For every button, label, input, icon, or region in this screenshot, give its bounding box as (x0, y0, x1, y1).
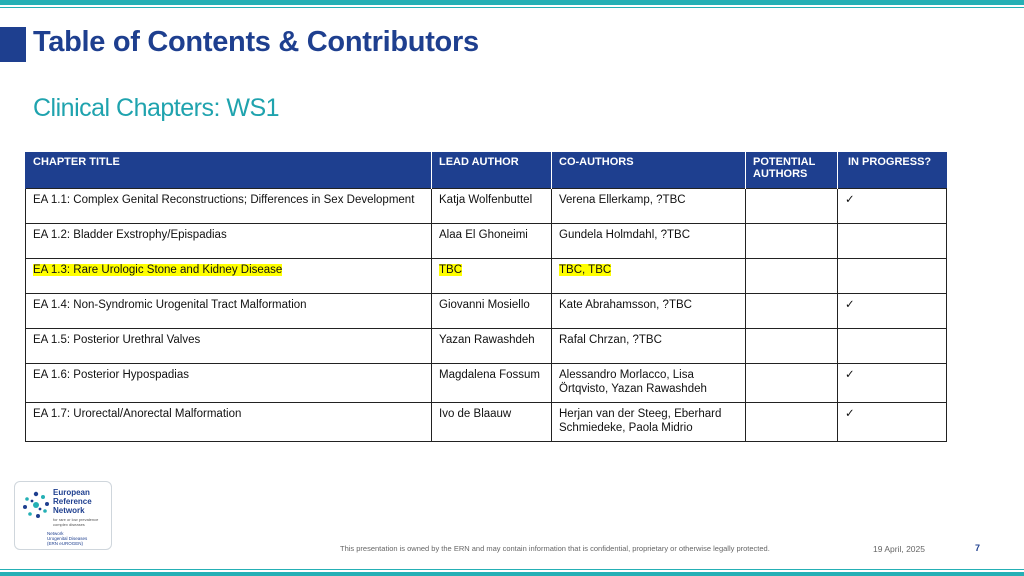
lead-author-cell: Magdalena Fossum (432, 364, 552, 403)
potential-authors-cell (746, 294, 838, 329)
header-potential-authors: POTENTIAL AUTHORS (746, 152, 838, 189)
page-number: 7 (975, 543, 981, 553)
in-progress-check-icon: ✓ (838, 189, 947, 224)
table-row (26, 224, 947, 259)
logo-tagline: for rare or low prevalence complex diseases (53, 517, 99, 527)
lead-author-cell: Giovanni Mosiello (432, 294, 552, 329)
table-row (26, 189, 947, 224)
chapter-title: EA 1.7: Urorectal/Anorectal Malformation (33, 408, 242, 420)
potential-authors-cell (746, 189, 838, 224)
chapter-title: EA 1.2: Bladder Exstrophy/Epispadias (33, 229, 227, 241)
header-in-progress: IN PROGRESS? (838, 152, 947, 189)
potential-authors-cell (746, 364, 838, 403)
lead-author-cell: Alaa El Ghoneimi (432, 224, 552, 259)
chapter-title: EA 1.5: Posterior Urethral Valves (33, 334, 201, 346)
lead-author-cell: Katja Wolfenbuttel (432, 189, 552, 224)
logo-wordmark: European Reference Network (53, 488, 92, 515)
in-progress-cell (838, 224, 947, 259)
table-row (26, 329, 947, 364)
chapter-title-highlighted: EA 1.3: Rare Urologic Stone and Kidney Disease (33, 264, 283, 276)
header-chapter-title: CHAPTER TITLE (26, 152, 432, 189)
table-header-row (26, 152, 947, 189)
chapter-cell (26, 189, 432, 224)
co-authors-cell: Kate Abrahamsson, ?TBC (552, 294, 746, 329)
potential-authors-cell (746, 259, 838, 294)
confidentiality-note: This presentation is owned by the ERN and may contain information that is confidential, proprietary or otherwise legally protected. (340, 544, 770, 553)
title-accent-block (0, 27, 26, 62)
co-authors-cell: Rafal Chrzan, ?TBC (552, 329, 746, 364)
table-row (26, 364, 947, 403)
chapter-cell (26, 294, 432, 329)
logo-network-text: Network Urogenital Diseases (ERN eUROGEN) (47, 531, 88, 546)
ern-logo (14, 481, 112, 550)
lead-author-cell (432, 259, 552, 294)
co-authors-cell: Alessandro Morlacco, Lisa Örtqvisto, Yazan Rawashdeh (552, 364, 746, 403)
potential-authors-cell (746, 403, 838, 442)
in-progress-cell (838, 259, 947, 294)
footer-date: 19 April, 2025 (873, 544, 925, 554)
page-title: Table of Contents & Contributors (33, 26, 479, 58)
co-authors-cell: Herjan van der Steeg, Eberhard Schmiedeke, Paola Midrio (552, 403, 746, 442)
co-authors-cell (552, 259, 746, 294)
lead-author-cell: Ivo de Blaauw (432, 403, 552, 442)
chapter-cell (26, 224, 432, 259)
table-row (26, 259, 947, 294)
in-progress-check-icon: ✓ (838, 403, 947, 442)
in-progress-check-icon: ✓ (838, 364, 947, 403)
chapter-title: EA 1.6: Posterior Hypospadias (33, 369, 189, 381)
table-row (26, 294, 947, 329)
table-row (26, 403, 947, 442)
header-lead-author: LEAD AUTHOR (432, 152, 552, 189)
bottom-accent-line (0, 569, 1024, 570)
bottom-accent-bar (0, 572, 1024, 576)
chapter-cell (26, 259, 432, 294)
ern-dots-icon (21, 490, 51, 520)
chapter-title: EA 1.4: Non-Syndromic Urogenital Tract Malformation (33, 299, 307, 311)
lead-author-cell: Yazan Rawashdeh (432, 329, 552, 364)
contributors-table (25, 152, 947, 442)
potential-authors-cell (746, 329, 838, 364)
page-subtitle: Clinical Chapters: WS1 (33, 94, 280, 122)
top-accent-line (0, 7, 1024, 8)
chapter-cell (26, 329, 432, 364)
co-authors-cell: Verena Ellerkamp, ?TBC (552, 189, 746, 224)
header-co-authors: CO-AUTHORS (552, 152, 746, 189)
potential-authors-cell (746, 224, 838, 259)
chapter-title: EA 1.1: Complex Genital Reconstructions; Differences in Sex Development (33, 194, 415, 206)
in-progress-check-icon: ✓ (838, 294, 947, 329)
chapter-cell (26, 403, 432, 442)
co-authors-cell: Gundela Holmdahl, ?TBC (552, 224, 746, 259)
top-accent-bar (0, 0, 1024, 5)
in-progress-cell (838, 329, 947, 364)
chapter-cell (26, 364, 432, 403)
co-authors-highlighted: TBC, TBC (559, 264, 612, 276)
lead-author-highlighted: TBC (439, 264, 462, 276)
